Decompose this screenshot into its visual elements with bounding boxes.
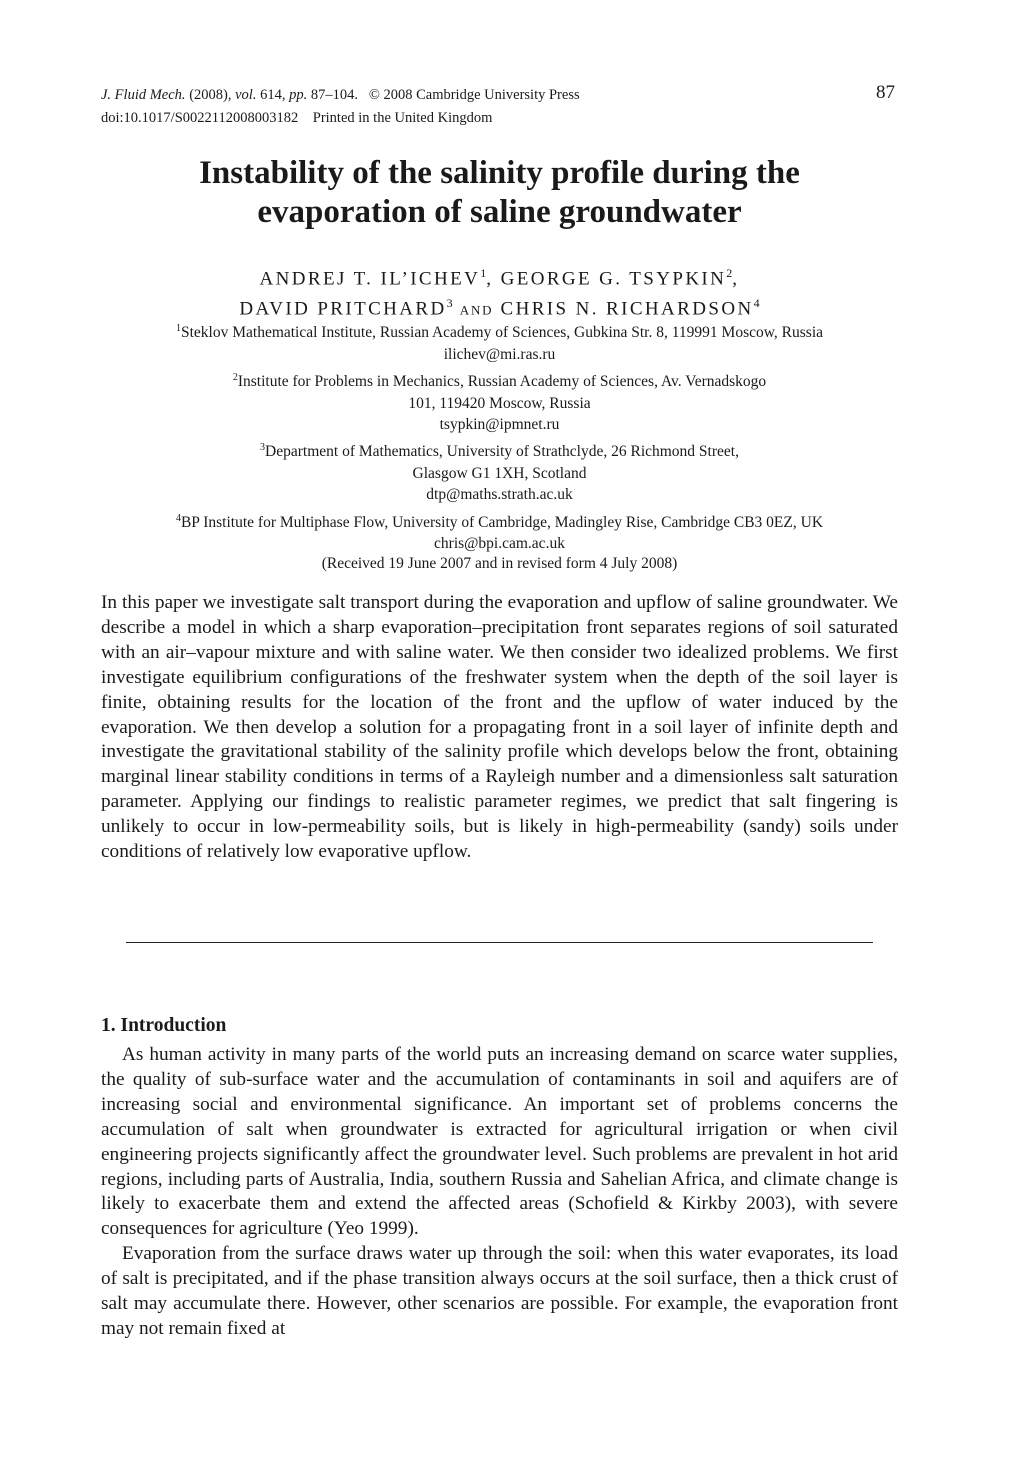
affiliation-1-text: Steklov Mathematical Institute, Russian Academy of Sciences, Gubkina Str. 8, 119991 Moscow, Russia bbox=[180, 324, 824, 342]
copyright: © 2008 Cambridge University Press bbox=[368, 87, 580, 103]
doi: doi:10.1017/S0022112008003182 bbox=[101, 110, 299, 126]
abstract: In this paper we investigate salt transport during the evaporation and upflow of saline groundwater. We describe a model in which a sharp evaporation–precipitation front separates regions of soil saturated with an air–vapour mixture and with saline water. We then consider two idealized problems. We first investigate equilibrium configurations of the freshwater system when the depth of the soil layer is finite, obtaining results for the location of the front and the upflow of water induced by the evaporation. We then develop a solution for a propagating front in a soil layer of infinite depth and investigate the gravitational stability of the salinity profile which develops below the front, obtaining marginal linear stability conditions in terms of a Rayleigh number and a dimensionless salt saturation parameter. Applying our findings to realistic parameter regimes, we predict that salt fingering is unlikely to occur in low-permeability soils, but is likely in high-permeability (sandy) soils under conditions of relatively low evaporative upflow. bbox=[101, 592, 898, 863]
section-heading bbox=[101, 1013, 226, 1038]
affiliation-2-text: Institute for Problems in Mechanics, Russian Academy of Sciences, Av. Vernadskogo bbox=[237, 373, 767, 391]
page-number: 87 bbox=[876, 82, 895, 103]
author-2: GEORGE G. TSYPKIN bbox=[500, 268, 727, 290]
affiliation-3 bbox=[101, 437, 898, 505]
affiliation-1-email: ilichev@mi.ras.ru bbox=[443, 345, 556, 363]
author-4-sup: 4 bbox=[753, 296, 760, 311]
abstract-divider bbox=[126, 942, 873, 943]
affiliation-3-text: Department of Mathematics, University of Strathclyde, 26 Richmond Street, bbox=[265, 443, 739, 461]
affiliation-2 bbox=[101, 367, 898, 435]
author-2-sup: 2 bbox=[726, 266, 733, 280]
doi-line bbox=[101, 108, 492, 128]
received-dates: (Received 19 June 2007 and in revised form 4 July 2008) bbox=[321, 555, 678, 572]
title-line-1: Instability of the salinity profile during the bbox=[199, 155, 800, 191]
affiliations bbox=[101, 318, 898, 555]
section-number: 1. bbox=[101, 1015, 116, 1036]
affiliation-4 bbox=[101, 508, 898, 555]
author-1: ANDREJ T. IL’ICHEV bbox=[259, 268, 481, 290]
volume-label: vol. bbox=[235, 87, 257, 103]
author-3-sup: 3 bbox=[446, 296, 453, 311]
journal-name: J. Fluid Mech. bbox=[101, 87, 186, 103]
page-range: 87–104. bbox=[310, 87, 358, 103]
affiliation-3-email: dtp@maths.strath.ac.uk bbox=[426, 486, 573, 504]
author-1-sup: 1 bbox=[480, 266, 487, 280]
title-line-2: evaporation of saline groundwater bbox=[257, 194, 742, 230]
printed-in: Printed in the United Kingdom bbox=[312, 110, 493, 126]
affiliation-4-text: BP Institute for Multiphase Flow, University of Cambridge, Madingley Rise, Cambridge CB3 0EZ, UK bbox=[180, 513, 824, 531]
author-list bbox=[101, 261, 898, 323]
author-3: DAVID PRITCHARD bbox=[239, 298, 447, 320]
affiliation-1-sup: 1 bbox=[175, 323, 181, 334]
affiliation-2-sup: 2 bbox=[232, 371, 238, 383]
journal-citation bbox=[101, 85, 580, 105]
author-conjunction: AND bbox=[459, 302, 494, 318]
body-paragraph: Evaporation from the surface draws water up through the soil: when this water evaporates, its load of salt is precipitated, and if the phase transition always occurs at the soil surface, then a thick crust of salt may accumulate there. However, other scenarios are possible. For example, the evaporation front may not remain fixed at bbox=[101, 1243, 898, 1339]
affiliation-2-text-2: 101, 119420 Moscow, Russia bbox=[408, 394, 591, 412]
author-4: CHRIS N. RICHARDSON bbox=[500, 298, 754, 320]
affiliation-1 bbox=[101, 318, 898, 365]
author-line-1: ANDREJ T. IL’ICHEV$^1$, GEORGE G. TSYPKIN$^2$, bbox=[259, 266, 740, 290]
affiliation-4-sup: 4 bbox=[175, 512, 181, 524]
affiliation-2-email: tsypkin@ipmnet.ru bbox=[439, 415, 560, 433]
journal-year: (2008), bbox=[189, 87, 232, 103]
affiliation-3-sup: 3 bbox=[260, 442, 266, 454]
affiliation-4-email: chris@bpi.cam.ac.uk bbox=[434, 535, 565, 553]
pages-label: pp. bbox=[289, 87, 308, 103]
paper-title bbox=[101, 154, 898, 232]
volume-number: 614, bbox=[260, 87, 286, 103]
section-title: Introduction bbox=[120, 1015, 227, 1036]
body-paragraph: As human activity in many parts of the world puts an increasing demand on scarce water supplies, the quality of sub-surface water and the accumulation of contaminants in soil and aquifers are of increasing social and environmental significance. An important set of problems concerns the accumulation of salt when groundwater is extracted for agricultural irrigation or when civil engineering projects significantly affect the groundwater level. Such problems are prevalent in hot arid regions, including parts of Australia, India, southern Russia and Sahelian Africa, and climate change is likely to exacerbate them and extend the affected areas (Schofield & Kirkby 2003), with severe consequences for agriculture (Yeo 1999). bbox=[101, 1044, 898, 1240]
affiliation-3-text-2: Glasgow G1 1XH, Scotland bbox=[412, 464, 587, 482]
section-body bbox=[101, 1043, 898, 1342]
